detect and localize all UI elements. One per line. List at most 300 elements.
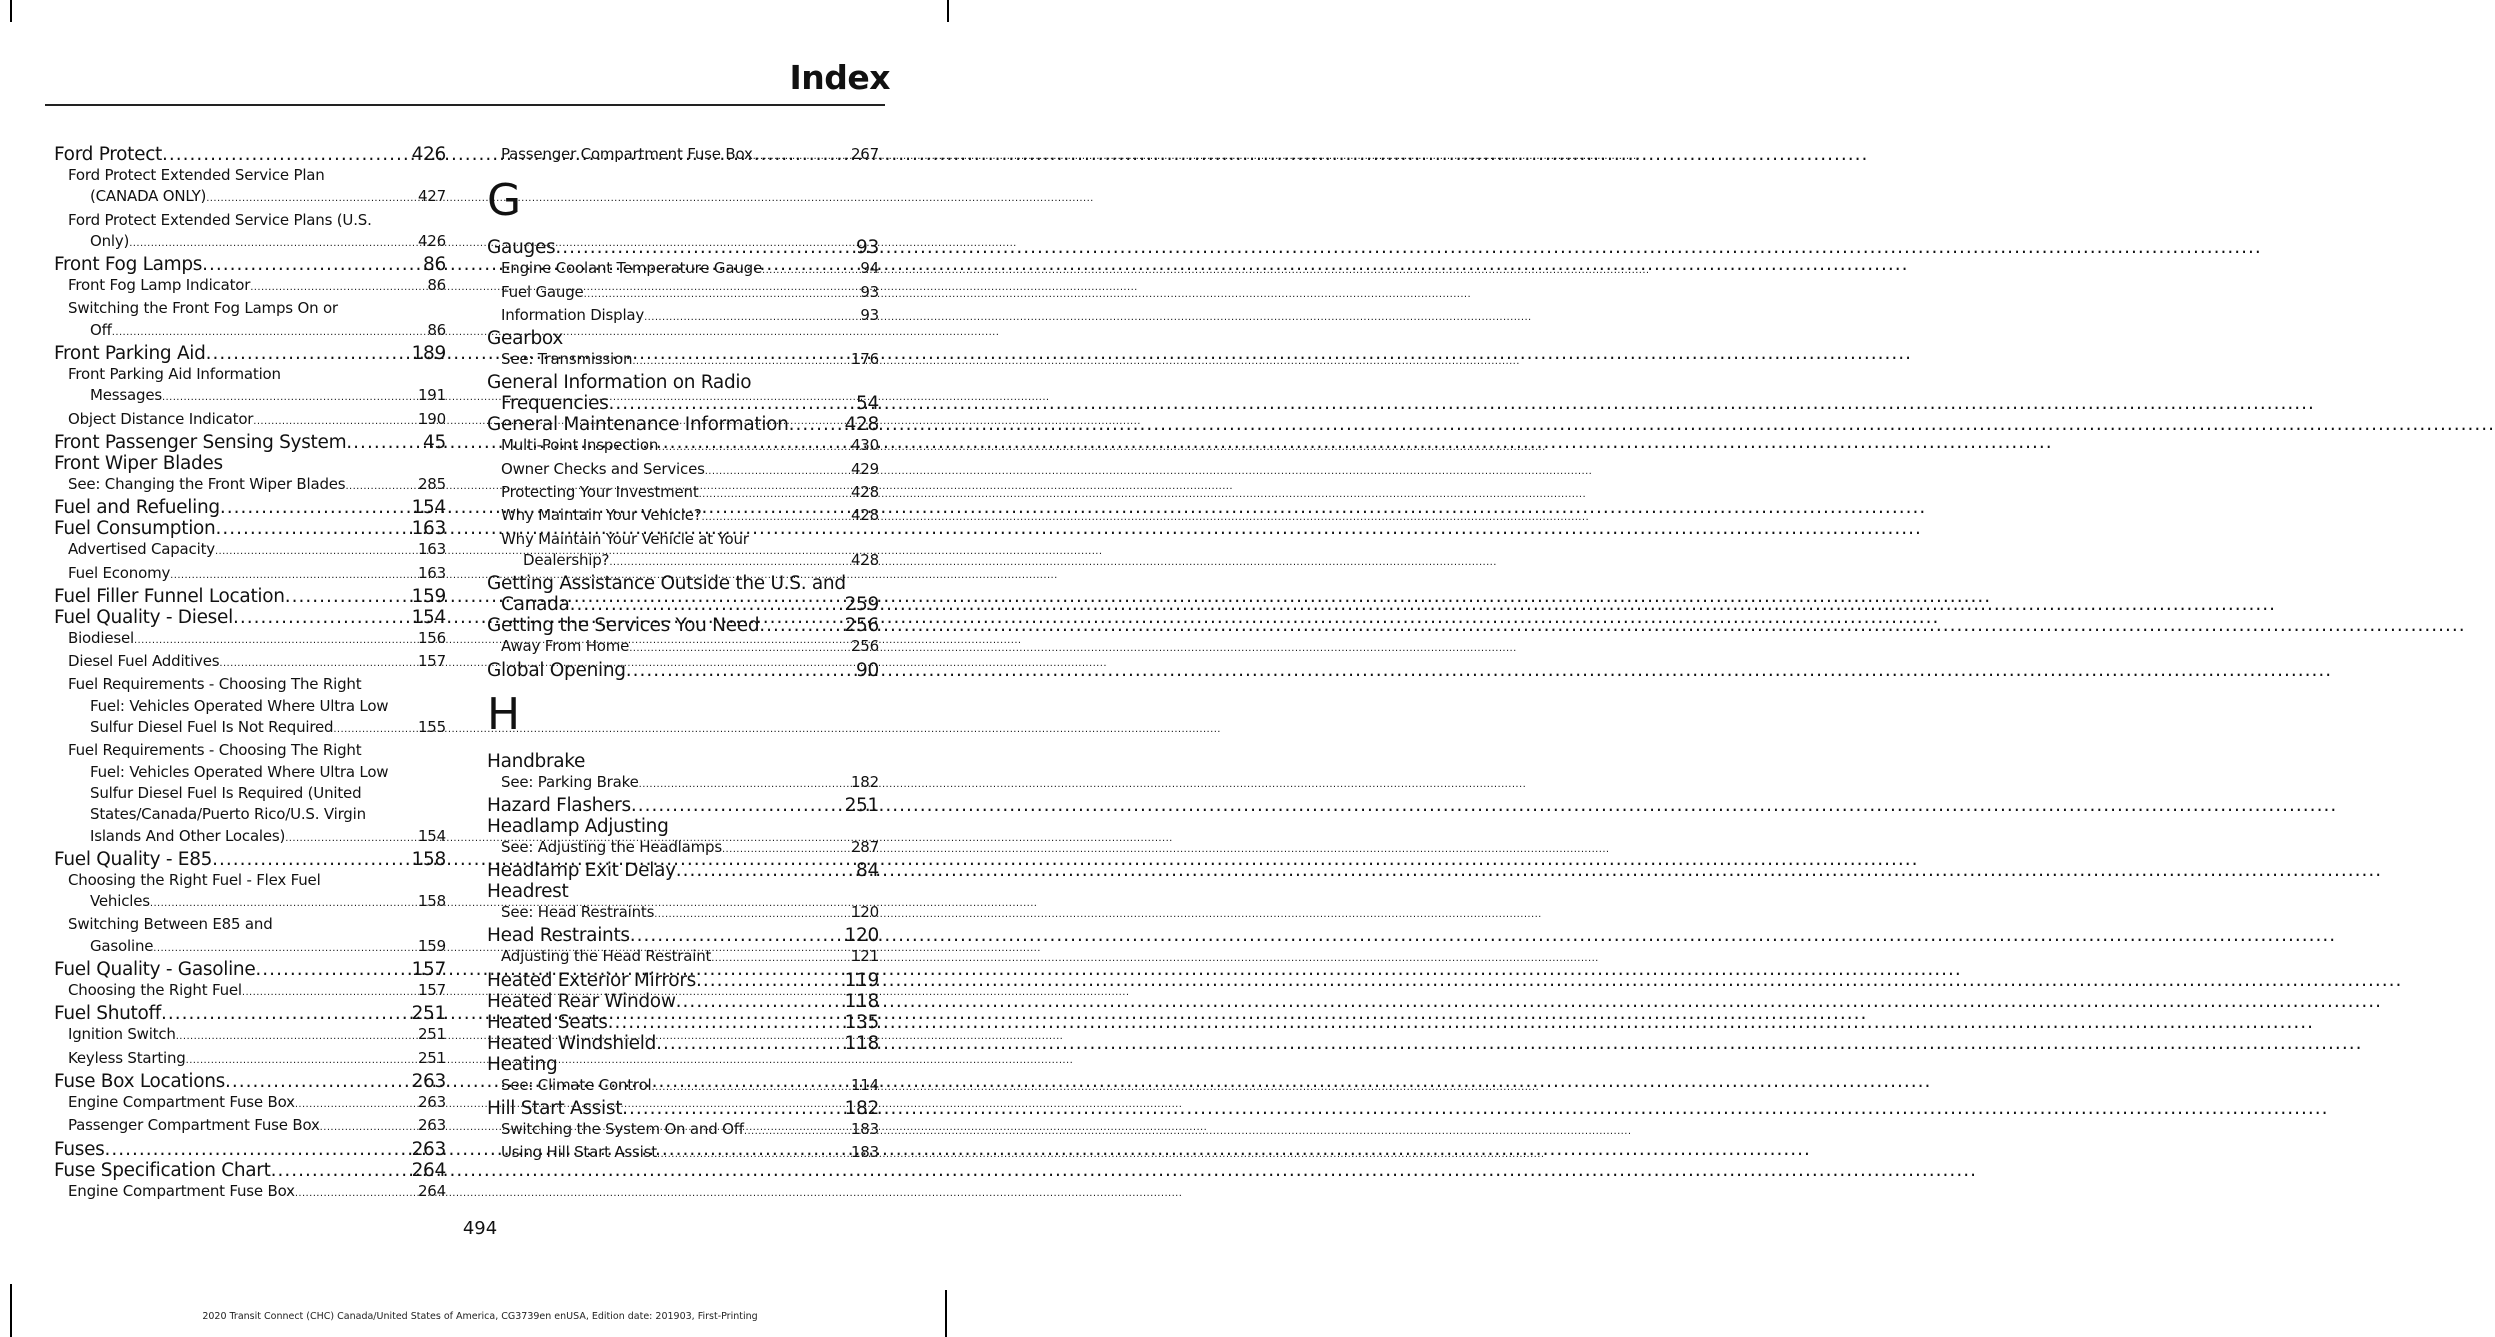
entry-page-number[interactable]: 427 xyxy=(417,187,446,206)
entry-label: Only) xyxy=(90,231,130,250)
dot-leader xyxy=(711,946,851,969)
entry-label: Fuel and Refueling xyxy=(54,497,220,519)
entry-label: See: Parking Brake xyxy=(501,772,639,791)
entry-label: See: Adjusting the Headlamps xyxy=(501,837,722,856)
entry-page-number[interactable]: 251 xyxy=(411,1003,446,1025)
index-subentry[interactable] xyxy=(487,349,879,372)
dot-leader xyxy=(295,1181,418,1204)
entry-label: (CANADA ONLY) xyxy=(90,187,207,206)
entry-label: Headlamp Exit Delay xyxy=(487,860,676,882)
entry-page-number[interactable]: 163 xyxy=(417,563,446,582)
dot-leader xyxy=(105,1139,412,1160)
index-subentry[interactable] xyxy=(487,482,879,505)
index-subentry[interactable] xyxy=(54,563,446,586)
index-entry[interactable] xyxy=(54,1003,446,1024)
entry-page-number[interactable]: 182 xyxy=(850,772,879,791)
entry-label: Why Maintain Your Vehicle? xyxy=(501,506,702,525)
index-subentry[interactable] xyxy=(487,258,879,281)
entry-label: See: Changing the Front Wiper Blades xyxy=(68,474,346,493)
index-letter-heading: G xyxy=(487,175,522,227)
index-subentry[interactable] xyxy=(487,902,879,925)
index-entry[interactable] xyxy=(487,393,879,414)
dot-leader xyxy=(161,1003,412,1024)
index-subentry[interactable] xyxy=(54,1181,446,1204)
entry-label: Handbrake xyxy=(487,750,586,772)
dot-leader xyxy=(153,936,418,959)
entry-label: Getting the Services You Need xyxy=(487,615,760,637)
index-subentry xyxy=(54,298,446,319)
entry-label: Off xyxy=(90,320,112,339)
entry-page-number[interactable]: 158 xyxy=(411,848,446,870)
dot-leader xyxy=(762,258,860,281)
entry-page-number[interactable]: 430 xyxy=(850,436,879,455)
index-entry[interactable] xyxy=(487,795,879,816)
dot-leader xyxy=(186,1048,418,1071)
entry-label: Front Fog Lamps xyxy=(54,254,203,276)
entry-label: Fuel Quality - Gasoline xyxy=(54,959,256,981)
entry-page-number[interactable]: 285 xyxy=(417,474,446,493)
entry-label: Fuel Quality - Diesel xyxy=(54,606,233,628)
entry-page-number[interactable]: 428 xyxy=(850,506,879,525)
index-subentry[interactable] xyxy=(487,144,879,167)
entry-page-number[interactable]: 54 xyxy=(856,393,879,415)
dot-leader xyxy=(112,320,428,343)
index-entry[interactable] xyxy=(487,860,879,881)
entry-label: Global Opening xyxy=(487,659,626,681)
index-entry[interactable] xyxy=(54,497,446,518)
dot-leader xyxy=(129,231,418,254)
entry-label: Headrest xyxy=(487,881,569,903)
index-subentry xyxy=(54,804,446,825)
index-subentry xyxy=(54,783,446,804)
entry-label: Vehicles xyxy=(90,892,150,911)
entry-label: Multi-Point Inspection xyxy=(501,436,659,455)
dot-leader xyxy=(759,615,844,636)
entry-label: Front Passenger Sensing System xyxy=(54,431,347,453)
dot-leader xyxy=(608,1012,845,1033)
dot-leader xyxy=(225,1071,412,1092)
index-entry[interactable] xyxy=(487,594,879,615)
dot-leader xyxy=(162,144,412,165)
index-entry[interactable] xyxy=(54,144,446,165)
index-entry[interactable] xyxy=(54,254,446,275)
entry-page-number[interactable]: 159 xyxy=(411,585,446,607)
index-subentry[interactable] xyxy=(487,282,879,305)
index-entry[interactable] xyxy=(487,660,879,681)
dot-leader xyxy=(702,505,851,528)
entry-page-number[interactable]: 118 xyxy=(844,1032,879,1054)
entry-page-number[interactable]: 263 xyxy=(417,1092,446,1111)
entry-label: See: Transmission xyxy=(501,350,633,369)
dot-leader xyxy=(170,563,418,586)
dot-leader xyxy=(295,1092,418,1115)
entry-label: Heated Windshield xyxy=(487,1032,657,1054)
entry-label: Ford Protect xyxy=(54,144,163,165)
index-entry xyxy=(487,573,879,594)
index-entry[interactable] xyxy=(54,849,446,870)
dot-leader xyxy=(255,959,411,980)
entry-label: Keyless Starting xyxy=(68,1048,186,1067)
entry-label: Advertised Capacity xyxy=(68,540,215,559)
index-subentry[interactable] xyxy=(487,435,879,458)
entry-label: Fuel Gauge xyxy=(501,282,584,301)
entry-page-number[interactable]: 93 xyxy=(860,282,879,301)
entry-label: Heated Rear Window xyxy=(487,990,676,1012)
entry-label: Fuel Filler Funnel Location xyxy=(54,585,285,607)
index-entry xyxy=(487,751,879,772)
index-letter-heading: H xyxy=(487,688,521,740)
index-entry xyxy=(54,453,446,474)
entry-page-number[interactable]: 86 xyxy=(427,276,446,295)
index-subentry[interactable] xyxy=(54,385,446,408)
dot-leader xyxy=(202,254,423,275)
title-divider xyxy=(45,104,885,106)
index-subentry[interactable] xyxy=(54,1048,446,1071)
index-subentry[interactable] xyxy=(54,320,446,343)
entry-page-number[interactable]: 120 xyxy=(844,925,879,947)
entry-page-number[interactable]: 251 xyxy=(844,794,879,816)
entry-label: General Information on Radio xyxy=(487,372,752,394)
index-entry[interactable] xyxy=(54,1160,446,1181)
index-subentry xyxy=(54,674,446,695)
index-subentry[interactable] xyxy=(54,717,446,740)
entry-label: Fuel Economy xyxy=(68,563,171,582)
entry-page-number[interactable]: 251 xyxy=(417,1048,446,1067)
entry-page-number[interactable]: 86 xyxy=(423,254,446,276)
entry-page-number[interactable]: 119 xyxy=(844,969,879,991)
entry-label: Ford Protect Extended Service Plans (U.S. xyxy=(68,210,372,229)
dot-leader xyxy=(584,282,861,305)
entry-page-number[interactable]: 86 xyxy=(427,320,446,339)
index-subentry[interactable] xyxy=(54,936,446,959)
entry-label: Fuel Requirements - Choosing The Right xyxy=(68,741,362,760)
entry-label: Ignition Switch xyxy=(68,1025,176,1044)
entry-label: General Maintenance Information xyxy=(487,414,789,436)
page-title: Index xyxy=(789,58,890,97)
index-subentry[interactable] xyxy=(54,891,446,914)
dot-leader xyxy=(333,717,418,740)
index-subentry xyxy=(54,364,446,385)
entry-label: Getting Assistance Outside the U.S. and xyxy=(487,573,846,595)
dot-leader xyxy=(233,607,412,628)
dot-leader xyxy=(676,991,845,1012)
entry-label: See: Climate Control xyxy=(501,1075,652,1094)
entry-page-number[interactable]: 154 xyxy=(411,606,446,628)
dot-leader xyxy=(242,980,418,1003)
entry-page-number[interactable]: 94 xyxy=(860,259,879,278)
index-subentry[interactable] xyxy=(54,1024,446,1047)
index-subentry[interactable] xyxy=(487,459,879,482)
entry-label: Heated Seats xyxy=(487,1011,608,1033)
dot-leader xyxy=(570,594,845,615)
entry-page-number[interactable]: 428 xyxy=(850,483,879,502)
entry-label: Ford Protect Extended Service Plan xyxy=(68,166,325,184)
index-subentry xyxy=(54,870,446,891)
entry-page-number[interactable]: 426 xyxy=(411,144,446,165)
entry-label: See: Head Restraints xyxy=(501,903,655,922)
index-subentry[interactable] xyxy=(54,980,446,1003)
dot-leader xyxy=(609,550,851,573)
index-entry[interactable] xyxy=(54,607,446,628)
footer-edition-info: 2020 Transit Connect (CHC) Canada/United States of America, CG3739en enUSA, Edition date: 201903, First-Printing xyxy=(202,1311,758,1322)
entry-label: Away From Home xyxy=(501,637,630,656)
index-subentry[interactable] xyxy=(487,550,879,573)
index-entry xyxy=(487,1054,879,1075)
dot-leader xyxy=(744,1119,851,1142)
dot-leader xyxy=(271,1160,412,1181)
index-entry[interactable] xyxy=(54,586,446,607)
entry-page-number[interactable]: 121 xyxy=(850,947,879,966)
entry-page-number[interactable]: 114 xyxy=(850,1075,879,1094)
index-subentry[interactable] xyxy=(487,305,879,328)
entry-label: Hazard Flashers xyxy=(487,794,631,816)
entry-page-number[interactable]: 263 xyxy=(411,1070,446,1092)
entry-label: Engine Compartment Fuse Box xyxy=(68,1181,295,1200)
index-subentry xyxy=(54,762,446,783)
index-column-left xyxy=(54,144,446,1204)
entry-label: Fuel Quality - E85 xyxy=(54,848,213,870)
entry-page-number[interactable]: 256 xyxy=(850,637,879,656)
dot-leader xyxy=(622,1098,844,1119)
entry-page-number[interactable]: 191 xyxy=(417,386,446,405)
entry-label: Engine Coolant Temperature Gauge xyxy=(501,259,762,278)
index-subentry xyxy=(54,165,446,186)
entry-page-number[interactable]: 183 xyxy=(850,1143,879,1162)
entry-label: Protecting Your Investment xyxy=(501,483,699,502)
entry-label: Sulfur Diesel Fuel Is Required (United xyxy=(90,783,362,802)
entry-page-number[interactable]: 182 xyxy=(844,1098,879,1120)
dot-leader xyxy=(150,891,418,914)
entry-page-number[interactable]: 426 xyxy=(417,231,446,250)
entry-page-number[interactable]: 159 xyxy=(417,936,446,955)
entry-label: Headlamp Adjusting xyxy=(487,815,669,837)
dot-leader xyxy=(654,902,851,925)
entry-label: Why Maintain Your Vehicle at Your xyxy=(501,529,749,548)
entry-page-number[interactable]: 154 xyxy=(411,497,446,519)
entry-label: Choosing the Right Fuel - Flex Fuel xyxy=(68,870,321,889)
entry-label: Gasoline xyxy=(90,936,154,955)
entry-label: Fuel: Vehicles Operated Where Ultra Low xyxy=(90,762,389,781)
entry-label: Fuel Shutoff xyxy=(54,1003,161,1025)
index-entry[interactable] xyxy=(54,432,446,453)
index-entry[interactable] xyxy=(487,615,879,636)
entry-label: Hill Start Assist xyxy=(487,1098,623,1120)
index-subentry[interactable] xyxy=(54,1092,446,1115)
entry-page-number[interactable]: 189 xyxy=(411,343,446,365)
entry-page-number[interactable]: 263 xyxy=(417,1116,446,1135)
entry-page-number[interactable]: 190 xyxy=(417,409,446,428)
dot-leader xyxy=(753,144,851,167)
index-subentry xyxy=(54,914,446,935)
entry-page-number[interactable]: 93 xyxy=(856,237,879,259)
index-entry[interactable] xyxy=(487,1098,879,1119)
index-entry[interactable] xyxy=(54,343,446,364)
index-entry[interactable] xyxy=(54,1139,446,1160)
dot-leader xyxy=(346,432,423,453)
dot-leader xyxy=(206,186,418,209)
dot-leader xyxy=(696,970,845,991)
index-subentry[interactable] xyxy=(54,539,446,562)
entry-label: Switching the System On and Off xyxy=(501,1120,744,1139)
entry-label: Fuses xyxy=(54,1138,105,1160)
entry-label: Head Restraints xyxy=(487,925,630,947)
index-entry xyxy=(487,328,879,349)
index-subentry[interactable] xyxy=(487,1142,879,1165)
dot-leader xyxy=(652,1075,851,1098)
entry-page-number[interactable]: 163 xyxy=(411,518,446,540)
dot-leader xyxy=(657,1142,851,1165)
dot-leader xyxy=(631,795,845,816)
entry-page-number[interactable]: 163 xyxy=(417,540,446,559)
dot-leader xyxy=(722,837,851,860)
dot-leader xyxy=(658,435,851,458)
index-subentry[interactable] xyxy=(54,231,446,254)
entry-page-number[interactable]: 118 xyxy=(844,990,879,1012)
index-subentry xyxy=(54,696,446,717)
index-subentry[interactable] xyxy=(54,275,446,298)
entry-page-number[interactable]: 264 xyxy=(417,1181,446,1200)
dot-leader xyxy=(212,849,411,870)
entry-label: Fuel Consumption xyxy=(54,518,216,540)
index-entry[interactable] xyxy=(487,414,879,435)
entry-label: Islands And Other Locales) xyxy=(90,826,286,845)
crop-mark-top-right xyxy=(947,0,949,22)
entry-page-number[interactable]: 90 xyxy=(856,659,879,681)
entry-page-number[interactable]: 428 xyxy=(850,550,879,569)
dot-leader xyxy=(699,482,851,505)
dot-leader xyxy=(176,1024,418,1047)
dot-leader xyxy=(253,409,418,432)
index-subentry xyxy=(54,210,446,231)
entry-page-number[interactable]: 135 xyxy=(844,1011,879,1033)
entry-page-number[interactable]: 264 xyxy=(411,1159,446,1181)
entry-label: Heated Exterior Mirrors xyxy=(487,969,696,991)
entry-page-number[interactable]: 157 xyxy=(411,959,446,981)
index-entry[interactable] xyxy=(487,925,879,946)
entry-page-number[interactable]: 154 xyxy=(417,826,446,845)
dot-leader xyxy=(705,459,851,482)
index-entry[interactable] xyxy=(487,970,879,991)
entry-label: Gearbox xyxy=(487,328,564,350)
entry-page-number[interactable]: 157 xyxy=(417,652,446,671)
index-entry xyxy=(487,816,879,837)
entry-label: Object Distance Indicator xyxy=(68,409,254,428)
crop-mark-top-left xyxy=(10,0,12,22)
dot-leader xyxy=(220,497,412,518)
index-subentry[interactable] xyxy=(487,772,879,795)
index-subentry[interactable] xyxy=(54,628,446,651)
entry-page-number[interactable]: 251 xyxy=(417,1025,446,1044)
entry-page-number[interactable]: 259 xyxy=(844,594,879,616)
entry-page-number[interactable]: 45 xyxy=(423,431,446,453)
entry-label: Diesel Fuel Additives xyxy=(68,652,220,671)
entry-label: Fuse Specification Chart xyxy=(54,1159,271,1181)
index-entry[interactable] xyxy=(487,1012,879,1033)
index-entry[interactable] xyxy=(54,959,446,980)
index-entry[interactable] xyxy=(487,1033,879,1054)
entry-page-number[interactable]: 158 xyxy=(417,892,446,911)
entry-label: Messages xyxy=(90,386,162,405)
entry-page-number[interactable]: 287 xyxy=(850,837,879,856)
entry-label: Information Display xyxy=(501,305,645,324)
dot-leader xyxy=(206,343,412,364)
entry-label: Front Parking Aid Information xyxy=(68,365,281,384)
index-subentry[interactable] xyxy=(487,1119,879,1142)
entry-page-number[interactable]: 183 xyxy=(850,1120,879,1139)
entry-label: Passenger Compartment Fuse Box xyxy=(68,1116,320,1135)
entry-label: Heating xyxy=(487,1053,558,1075)
index-entry xyxy=(487,372,879,393)
index-subentry[interactable] xyxy=(54,409,446,432)
entry-label: States/Canada/Puerto Rico/U.S. Virgin xyxy=(90,805,366,824)
entry-page-number[interactable]: 120 xyxy=(850,903,879,922)
entry-page-number[interactable]: 155 xyxy=(417,718,446,737)
index-subentry[interactable] xyxy=(487,636,879,659)
dot-leader xyxy=(555,237,856,258)
dot-leader xyxy=(215,518,411,539)
index-subentry[interactable] xyxy=(54,826,446,849)
dot-leader xyxy=(285,826,418,849)
dot-leader xyxy=(285,586,412,607)
entry-page-number[interactable]: 156 xyxy=(417,628,446,647)
dot-leader xyxy=(608,393,856,414)
index-entry[interactable] xyxy=(487,237,879,258)
page-number: 494 xyxy=(462,1218,498,1239)
entry-page-number[interactable]: 263 xyxy=(411,1138,446,1160)
entry-page-number[interactable]: 428 xyxy=(844,414,879,436)
entry-label: Gauges xyxy=(487,237,556,259)
dot-leader xyxy=(656,1033,845,1054)
entry-label: Using Hill Start Assist xyxy=(501,1143,657,1162)
entry-page-number[interactable]: 93 xyxy=(860,305,879,324)
entry-label: Front Parking Aid xyxy=(54,343,206,365)
entry-label: Front Fog Lamp Indicator xyxy=(68,276,251,295)
entry-page-number[interactable]: 84 xyxy=(856,860,879,882)
entry-page-number[interactable]: 429 xyxy=(850,459,879,478)
dot-leader xyxy=(629,636,851,659)
index-subentry[interactable] xyxy=(487,1075,879,1098)
entry-label: Engine Compartment Fuse Box xyxy=(68,1092,295,1111)
entry-label: Dealership? xyxy=(523,550,610,569)
dot-leader xyxy=(789,414,845,435)
index-column-right xyxy=(487,144,879,1166)
entry-label: Canada xyxy=(501,594,570,616)
entry-label: Passenger Compartment Fuse Box xyxy=(501,145,753,163)
entry-page-number[interactable]: 176 xyxy=(850,350,879,369)
dot-leader xyxy=(632,349,851,372)
dot-leader xyxy=(676,860,856,881)
entry-page-number[interactable]: 267 xyxy=(850,145,879,163)
index-entry[interactable] xyxy=(54,1071,446,1092)
index-subentry[interactable] xyxy=(487,946,879,969)
index-subentry[interactable] xyxy=(54,186,446,209)
entry-label: Fuel Requirements - Choosing The Right xyxy=(68,675,362,694)
index-entry[interactable] xyxy=(487,991,879,1012)
index-subentry[interactable] xyxy=(54,474,446,497)
index-subentry[interactable] xyxy=(487,837,879,860)
dot-leader xyxy=(162,385,418,408)
entry-label: Sulfur Diesel Fuel Is Not Required xyxy=(90,718,334,737)
index-subentry[interactable] xyxy=(54,1115,446,1138)
entry-page-number[interactable]: 256 xyxy=(844,615,879,637)
entry-label: Choosing the Right Fuel xyxy=(68,981,242,1000)
entry-page-number[interactable]: 157 xyxy=(417,981,446,1000)
entry-label: Switching the Front Fog Lamps On or xyxy=(68,299,338,318)
index-subentry[interactable] xyxy=(54,651,446,674)
entry-label: Biodiesel xyxy=(68,628,134,647)
index-subentry[interactable] xyxy=(487,505,879,528)
index-entry[interactable] xyxy=(54,518,446,539)
